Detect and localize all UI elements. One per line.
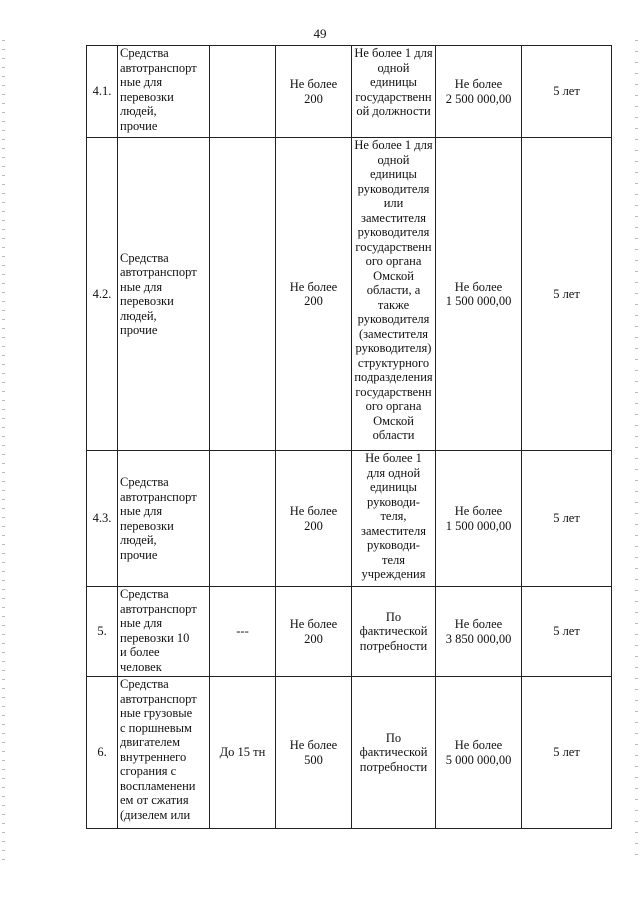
table-row	[87, 677, 612, 829]
service-term-cell: 5 лет	[522, 138, 612, 451]
vehicle-type-cell: Средства автотранспорт ные для перевозки людей, прочие	[118, 46, 210, 138]
service-term-cell: 5 лет	[522, 451, 612, 587]
price-cell: Не более 5 000 000,00	[436, 677, 522, 829]
vehicle-type-cell: Средства автотранспорт ные для перевозки людей, прочие	[118, 451, 210, 587]
price-cell: Не более 1 500 000,00	[436, 138, 522, 451]
row-number-cell: 5.	[87, 587, 118, 677]
price-cell: Не более 1 500 000,00	[436, 451, 522, 587]
capacity-cell	[210, 451, 276, 587]
row-number-cell: 4.1.	[87, 46, 118, 138]
service-term-cell: 5 лет	[522, 46, 612, 138]
table-row	[87, 451, 612, 587]
engine-power-cell: Не более 200	[276, 451, 352, 587]
service-term-cell: 5 лет	[522, 587, 612, 677]
service-term-cell: 5 лет	[522, 677, 612, 829]
vehicle-type-cell: Средства автотранспорт ные для перевозки 10 и более человек	[118, 587, 210, 677]
row-number-cell: 4.2.	[87, 138, 118, 451]
page-number: 49	[313, 26, 327, 41]
table-row	[87, 587, 612, 677]
vehicle-type-cell: Средства автотранспорт ные для перевозки людей, прочие	[118, 138, 210, 451]
scan-edge-left	[2, 40, 5, 860]
price-cell: Не более 2 500 000,00	[436, 46, 522, 138]
engine-power-cell: Не более 200	[276, 138, 352, 451]
row-number-cell: 4.3.	[87, 451, 118, 587]
table-row	[87, 138, 612, 451]
engine-power-cell: Не более 200	[276, 46, 352, 138]
engine-power-cell: Не более 200	[276, 587, 352, 677]
capacity-cell: До 15 тн	[210, 677, 276, 829]
capacity-cell	[210, 138, 276, 451]
quantity-cell: По фактической потребности	[352, 677, 436, 829]
quantity-cell: Не более 1 для одной единицы государственн ой должности	[352, 46, 436, 138]
scan-edge-right	[635, 40, 638, 860]
spec-table	[86, 45, 612, 829]
quantity-cell: По фактической потребности	[352, 587, 436, 677]
engine-power-cell: Не более 500	[276, 677, 352, 829]
vehicle-type-cell: Средства автотранспорт ные грузовые с поршневым двигателем внутреннего сгорания с воспламенени ем от сжатия (дизелем или	[118, 677, 210, 829]
row-number-cell: 6.	[87, 677, 118, 829]
quantity-cell: Не более 1 для одной единицы руководителя или заместителя руководителя государственн ого органа Омской области, а также руководителя (заместителя руководителя) структурного подразделения государственн ого органа Омской области	[352, 138, 436, 451]
table-row	[87, 46, 612, 138]
price-cell: Не более 3 850 000,00	[436, 587, 522, 677]
capacity-cell: ---	[210, 587, 276, 677]
quantity-cell: Не более 1 для одной единицы руководи- теля, заместителя руководи- теля учреждения	[352, 451, 436, 587]
capacity-cell	[210, 46, 276, 138]
